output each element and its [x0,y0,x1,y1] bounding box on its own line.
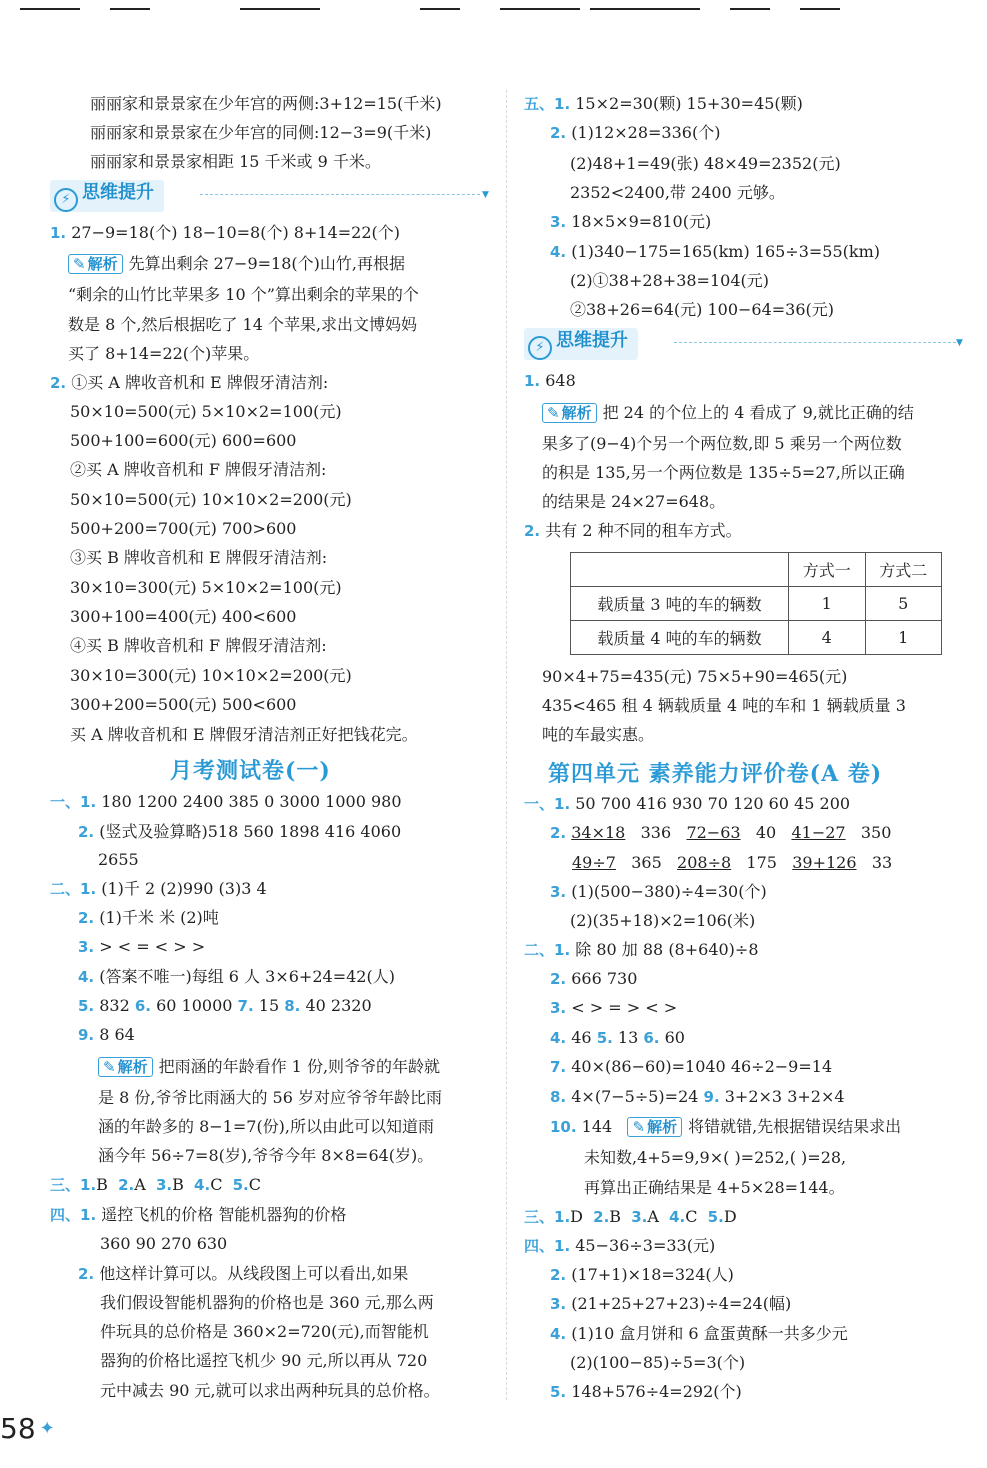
answer-text: 90×4+75=435(元) 75×5+90=465(元) [542,667,848,686]
table-row [571,621,942,655]
table-cell: 4 [789,621,866,655]
analysis-text: 是 8 份,爷爷比雨涵大的 56 岁对应爷爷年龄比雨 [98,1088,442,1107]
answer-text: (1)10 盒月饼和 6 盒蛋黄酥一共多少元 [571,1324,848,1343]
answer-text: ④买 B 牌收音机和 F 牌假牙清洁剂: [70,636,327,655]
answer-text: 我们假设智能机器狗的价格也是 360 元,那么两 [100,1293,434,1312]
analysis-tag: ✎ 解析 [68,254,123,274]
answer-text: (2)48+1=49(张) 48×49=2352(元) [570,154,841,173]
answer-text: (答案不唯一)每组 6 人 3×6+24=42(人) [99,967,395,986]
answer-text: 共有 2 种不同的租车方式。 [545,521,742,540]
analysis-text: 数是 8 个,然后根据吃了 14 个苹果,求出文博妈妈 [68,315,418,334]
answer-text: 50×10=500(元) 10×10×2=200(元) [70,490,352,509]
pen-icon: ✎ [632,1118,646,1136]
answer-text: < > = > < > [571,998,678,1017]
answer-row: 10. 144 ✎ 解析 将错就错,先根据错误结果求出 [550,1117,902,1136]
answer-text: (2)(100−85)÷5=3(个) [570,1353,746,1372]
table-cell: 载质量 3 吨的车的辆数 [571,587,789,621]
analysis-text: 的结果是 24×27=648。 [542,492,726,511]
answer-text: (2)①38+28+38=104(元) [570,271,769,290]
answer-text: 40×(86−60)=1040 46÷2−9=14 [571,1057,833,1076]
answer-text: 500+200=700(元) 700>600 [70,519,297,538]
answer-text: 435<465 租 4 辆载质量 4 吨的车和 1 辆载质量 3 [542,696,906,715]
answer-row: 4. 46 5. 13 6. 60 [550,1028,685,1047]
analysis-text: 未知数,4+5=9,9×( )=252,( )=28, [584,1148,847,1167]
analysis-text: 把雨涵的年龄看作 1 份,则爷爷的年龄就 [158,1057,441,1076]
answer-text: 2352<2400,带 2400 元够。 [570,183,785,202]
answer-text: ③买 B 牌收音机和 E 牌假牙清洁剂: [70,548,328,567]
answer-text: 30×10=300(元) 5×10×2=100(元) [70,578,342,597]
analysis-tag: ✎ 解析 [542,403,597,423]
answer-text: 吨的车最实惠。 [542,725,655,744]
intro-line: 丽丽家和景景家在少年宫的同侧:12−3=9(千米) [90,123,432,142]
analysis-text: 涵的年龄多的 8−1=7(份),所以由此可以知道雨 [98,1117,435,1136]
answer-text: 件玩具的总价格是 360×2=720(元),而智能机 [100,1322,429,1341]
answer-text: 除 80 加 88 (8+640)÷8 [575,940,759,959]
pen-icon: ✎ [547,404,560,422]
answer-text: 器狗的价格比遥控飞机少 90 元,所以再从 720 [100,1351,428,1370]
page-number: 58 ✦ [0,1412,55,1445]
analysis-text: 的积是 135,另一个两位数是 135÷5=27,所以正确 [542,463,905,482]
answer-text: 300+200=500(元) 500<600 [70,695,297,714]
table-header: 方式一 [789,553,866,587]
answer-text: (1)千 2 (2)990 (3)3 4 [101,879,267,898]
table-cell: 5 [865,587,942,621]
unit-title: 第四单元 素养能力评价卷(A 卷) [548,761,883,787]
answer-text: 18×5×9=810(元) [571,212,712,231]
answer-text: 元中减去 90 元,就可以求出两种玩具的总价格。 [100,1381,440,1400]
lightning-icon: ⚡ [54,188,78,212]
answer-row: 三、1.D 2.B 3.A 4.C 5.D [524,1207,737,1226]
analysis-text: 再算出正确结果是 4+5×28=144。 [584,1178,845,1197]
answer-text: 45−36÷3=33(元) [575,1236,716,1255]
rental-table [570,552,942,655]
answer-text: 他这样计算可以。从线段图上可以看出,如果 [99,1264,409,1283]
column-divider [506,90,507,1400]
top-crop-marks [0,8,987,11]
question-number: 2. [50,374,67,392]
answer-row: 2. 34×18 336 72−63 40 41−27 350 [550,823,892,842]
answer-text: 300+100=400(元) 400<600 [70,607,297,626]
section-banner-thinking [524,328,964,354]
answer-text: ②38+26=64(元) 100−64=36(元) [570,300,835,319]
table-cell: 1 [865,621,942,655]
answer-text: 买 A 牌收音机和 E 牌假牙清洁剂正好把钱花完。 [70,725,418,744]
answer-text: ①买 A 牌收音机和 E 牌假牙清洁剂: [71,373,329,392]
answer-text: 8 64 [99,1025,135,1044]
table-header: 方式二 [865,553,942,587]
answer-row: 5. 832 6. 60 10000 7. 15 8. 40 2320 [78,996,372,1015]
intro-line: 丽丽家和景景家相距 15 千米或 9 千米。 [90,152,381,171]
analysis-text: 先算出剩余 27−9=18(个)山竹,再根据 [128,254,405,273]
pen-icon: ✎ [103,1058,116,1076]
answer-text: (2)(35+18)×2=106(米) [570,911,756,930]
answer-text: 500+100=600(元) 600=600 [70,431,297,450]
answer-row: 8. 4×(7−5÷5)=24 9. 3+2×3 3+2×4 [550,1087,845,1106]
answer-text: 遥控飞机的价格 智能机器狗的价格 [101,1205,347,1224]
pen-icon: ✎ [73,255,86,273]
answer-text: 50×10=500(元) 5×10×2=100(元) [70,402,342,421]
answer-text: 30×10=300(元) 10×10×2=200(元) [70,666,352,685]
answer-text: 180 1200 2400 385 0 3000 1000 980 [101,792,402,811]
banner-title: 思维提升 [82,182,154,203]
table-header-row [571,553,942,587]
answer-text: 648 [545,371,576,390]
table-cell: 1 [789,587,866,621]
answer-text: 27−9=18(个) 18−10=8(个) 8+14=22(个) [71,223,400,242]
answer-text: (1)(500−380)÷4=30(个) [571,882,767,901]
table-cell [571,553,789,587]
analysis-text: 果多了(9−4)个另一个两位数,即 5 乘另一个两位数 [542,434,902,453]
analysis-text: 把 24 的个位上的 4 看成了 9,就比正确的结 [602,403,914,422]
triangle-down-icon: ▼ [956,338,963,348]
answer-text: (17+1)×18=324(人) [571,1265,734,1284]
answer-text: (1)千米 米 (2)吨 [99,908,219,927]
answer-text: 148+576÷4=292(个) [571,1382,742,1401]
lightning-icon: ⚡ [528,336,552,360]
answer-text: 2655 [98,850,139,869]
answer-text: 360 90 270 630 [100,1234,228,1253]
analysis-text: 涵今年 56÷7=8(岁),爷爷今年 8×8=64(岁)。 [98,1146,434,1165]
answer-row: 49÷7 365 208÷8 175 39+126 33 [572,853,893,872]
analysis-text: “剩余的山竹比苹果多 10 个”算出剩余的苹果的个 [68,285,419,304]
analysis-tag: ✎ 解析 [627,1117,682,1137]
answer-text: 15×2=30(颗) 15+30=45(颗) [575,94,803,113]
answer-text: (竖式及验算略)518 560 1898 416 4060 [99,822,402,841]
answer-text: > < = < > > [99,937,206,956]
sparkle-icon: ✦ [39,1418,55,1439]
analysis-text: 将错就错,先根据错误结果求出 [688,1117,902,1136]
triangle-down-icon: ▼ [482,190,489,200]
answer-text: (1)12×28=336(个) [571,123,721,142]
intro-line: 丽丽家和景景家在少年宫的两侧:3+12=15(千米) [90,94,442,113]
analysis-text: 买了 8+14=22(个)苹果。 [68,344,260,363]
exam-title: 月考测试卷(一) [170,758,331,784]
answer-text: 50 700 416 930 70 120 60 45 200 [575,794,851,813]
answer-text: (1)340−175=165(km) 165÷3=55(km) [571,242,881,261]
table-row [571,587,942,621]
table-cell: 载质量 4 吨的车的辆数 [571,621,789,655]
banner-title: 思维提升 [556,330,628,351]
answer-text: ②买 A 牌收音机和 F 牌假牙清洁剂: [70,460,327,479]
analysis-tag: ✎ 解析 [98,1057,153,1077]
question-number: 1. [50,224,67,242]
answer-row: 三、1.B 2.A 3.B 4.C 5.C [50,1175,261,1194]
answer-text: 666 730 [571,969,638,988]
section-banner-thinking [50,180,490,206]
answer-text: (21+25+27+23)÷4=24(幅) [571,1294,792,1313]
